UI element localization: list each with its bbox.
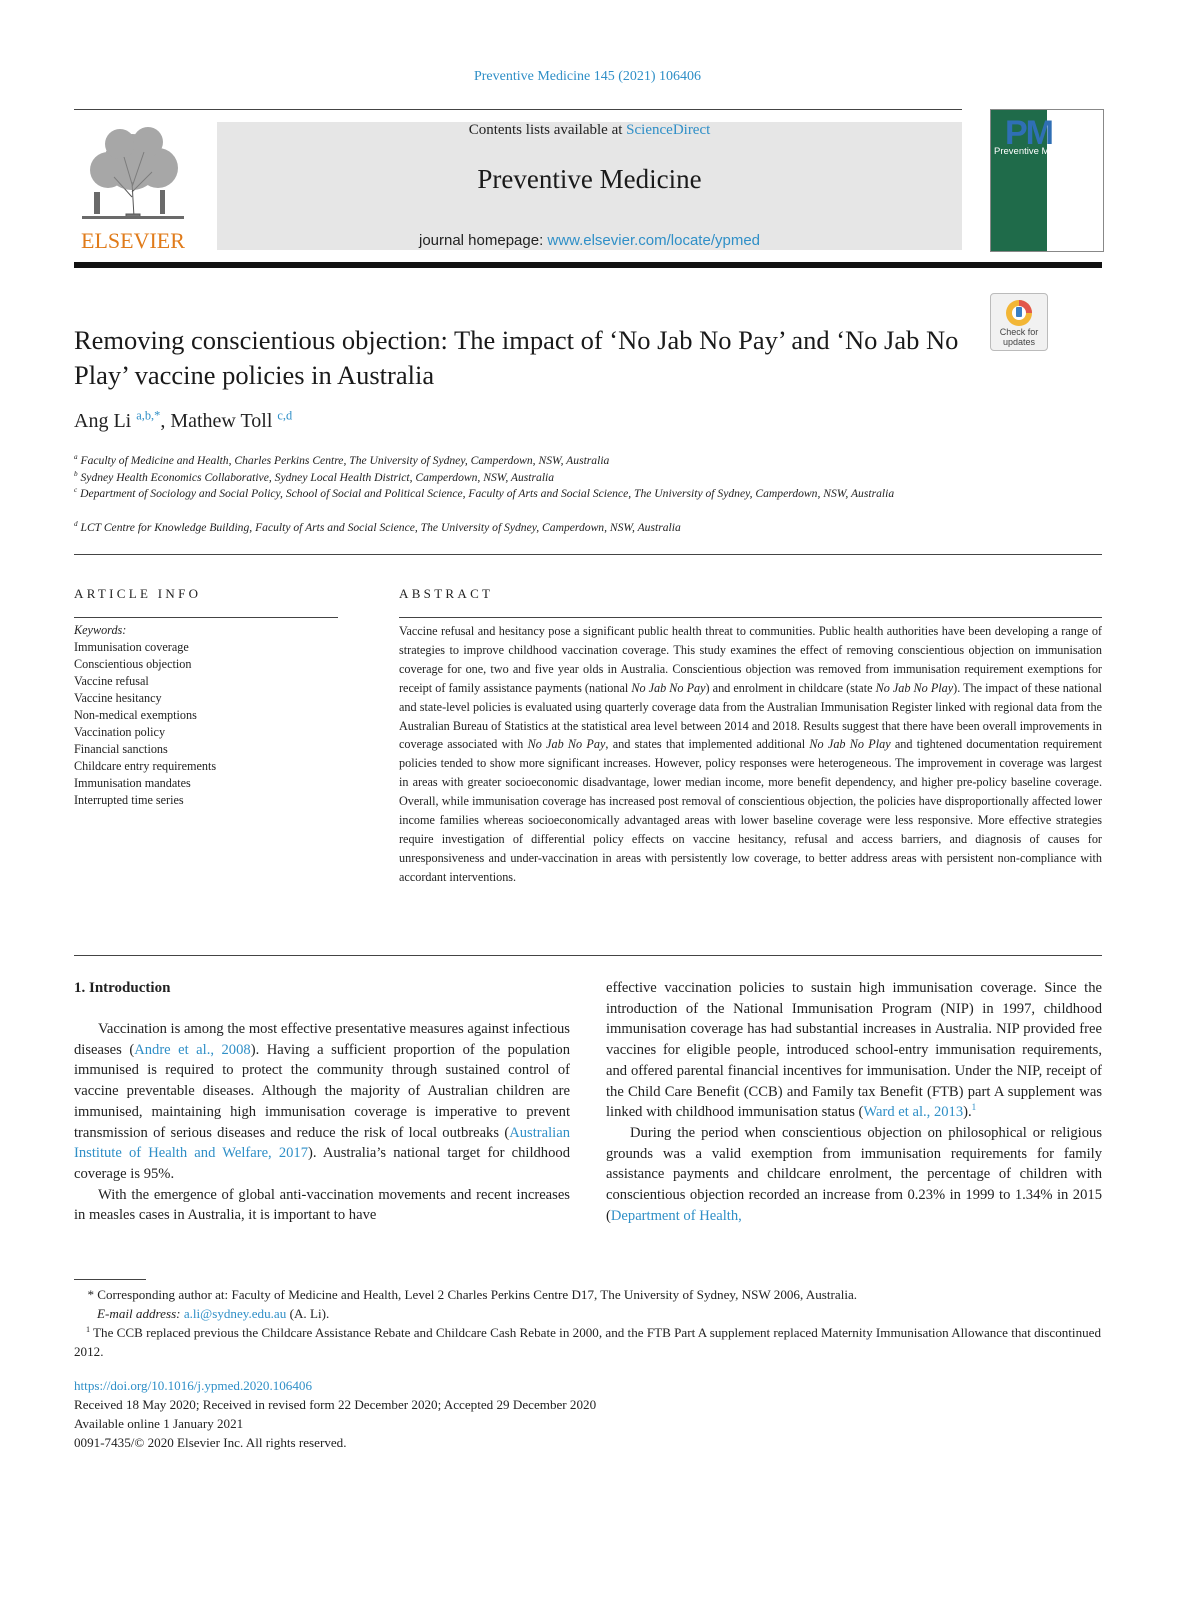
- keyword: Vaccine hesitancy: [74, 691, 162, 705]
- author-separator: ,: [160, 410, 171, 432]
- citation-link[interactable]: Andre et al., 2008: [134, 1041, 251, 1058]
- body-paragraph: [606, 1123, 1102, 1227]
- contents-prefix: Contents lists available at: [468, 122, 627, 138]
- affiliation-mark: d: [74, 520, 78, 529]
- abstract-segment: and tightened documentation requirement policies tended to show more significant increases. However, policy responses were heterogeneous. The improvement in coverage was largest in areas with greater socioeconomic disadvantage, lower median income, more benefit dependency, and higher pre-policy baseline coverage. Overall, while immunisation coverage has increased post removal of conscientious objection, the policies have disproportionally affected lower income families whereas socioeconomically advantaged areas with lower baseline coverage were less responsive. More effective strategies require investigation of differential policy effects on vaccine hesitancy, refusal and access barriers, and diagnosis of causes for unresponsiveness and under-vaccination in areas with persistently low coverage, to better address areas with persistent non-compliance with accordant interventions.: [399, 737, 1102, 884]
- body-paragraph: With the emergence of global anti-vaccination movements and recent increases in measles cases in Australia, it is important to have: [74, 1186, 570, 1224]
- elsevier-tree-icon: [74, 122, 192, 252]
- keyword: Childcare entry requirements: [74, 759, 217, 773]
- body-text: ). Australia’s national target for childhood coverage is 95%.: [74, 1145, 570, 1182]
- affiliation-text: Faculty of Medicine and Health, Charles Perkins Centre, The University of Sydney, Camperdown, NSW, Australia: [80, 454, 610, 467]
- sciencedirect-link[interactable]: ScienceDirect: [626, 122, 711, 138]
- email-link[interactable]: a.li@sydney.edu.au: [183, 1306, 287, 1321]
- affiliation: [74, 453, 974, 470]
- keyword: Financial sanctions: [74, 742, 168, 756]
- keyword: Immunisation coverage: [74, 640, 189, 654]
- affiliation-mark: a: [74, 453, 78, 462]
- body-column-right: [606, 978, 1102, 1226]
- homepage-prefix: journal homepage:: [418, 232, 548, 249]
- homepage-link[interactable]: www.elsevier.com/locate/ypmed: [547, 232, 761, 249]
- available-online: Available online 1 January 2021: [74, 1416, 244, 1431]
- section-heading-introduction: 1. Introduction: [74, 980, 171, 996]
- article-info-heading: ARTICLE INFO: [74, 586, 202, 601]
- copyright: 0091-7435/© 2020 Elsevier Inc. All rights reserved.: [74, 1435, 347, 1450]
- footnote-email: [97, 1304, 1097, 1323]
- abstract-policy-name: No Jab No Pay: [527, 737, 606, 752]
- affiliation-text: LCT Centre for Knowledge Building, Faculty of Arts and Social Science, The University of Sydney, Camperdown, NSW, Australia: [80, 521, 681, 534]
- article-info-rule: [74, 617, 338, 618]
- author-affiliation-marks[interactable]: c,d: [277, 408, 293, 423]
- citation-link[interactable]: Department of Health,: [610, 1207, 742, 1224]
- keyword: Immunisation mandates: [74, 776, 191, 790]
- body-column-left: [74, 1019, 570, 1226]
- publisher-name: ELSEVIER: [81, 228, 185, 252]
- author-name: Mathew Toll: [170, 410, 273, 432]
- abstract-rule: [399, 617, 1102, 618]
- body-text: ).: [963, 1104, 972, 1121]
- abstract-text: [399, 622, 1102, 887]
- footnote-mark: *: [87, 1287, 94, 1302]
- elsevier-logo: [74, 122, 192, 252]
- body-text: During the period when conscientious objection on philosophical or religious grounds was a valid exemption from immunisation requirements for family assistance payments and childcare enrolment, the percentage of children with conscientious objection recorded an increase from 0.23% in 1999 to 1.34% in 2015 (: [606, 1124, 1102, 1224]
- body-text: effective vaccination policies to sustain high immunisation coverage. Since the introduction of the National Immunisation Program (NIP) in 1997, childhood immunisation coverage has had substantial increases in Australia. NIP provided free vaccines for eligible people, introduced school-entry immunisation requirements, and offered parental financial incentives for immunisation. Under the NIP, receipt of the Child Care Benefit (CCB) and Family tax Benefit (FTB) part A supplement was linked with childhood immunisation status (: [606, 980, 1102, 1121]
- received-dates: Received 18 May 2020; Received in revised form 22 December 2020; Accepted 29 December 2020: [74, 1397, 597, 1412]
- top-rule: [74, 109, 962, 110]
- abstract-policy-name: No Jab No Play: [809, 737, 891, 752]
- author-list: [74, 410, 292, 433]
- footnote-corresponding: [74, 1285, 1102, 1304]
- cover-title: Preventive Medicine: [994, 146, 1080, 157]
- journal-homepage: [217, 232, 962, 249]
- footnote-text: Corresponding author at: Faculty of Medicine and Health, Level 2 Charles Perkins Centre D17, The University of Sydney, NSW 2006, Australia.: [97, 1287, 858, 1302]
- keyword: Conscientious objection: [74, 657, 192, 671]
- abstract-segment: ). The impact of these national and state-level policies is evaluated using quarterly coverage data from the Australian Immunisation Register linked with regional data from the Australian Bureau of Statistics at the statistical area level between 2014 and 2018. Results suggest that there have been overall improvements in coverage associated with: [399, 680, 1102, 752]
- abstract-policy-name: No Jab No Pay: [631, 680, 706, 695]
- article-title: Removing conscientious objection: The impact of ‘No Jab No Pay’ and ‘No Jab No Play’ vaccine policies in Australia: [74, 325, 959, 390]
- affiliation-mark: c: [74, 486, 78, 495]
- keyword: Non-medical exemptions: [74, 708, 197, 722]
- affiliation-text: Sydney Health Economics Collaborative, Sydney Local Health District, Camperdown, NSW, Australia: [80, 471, 555, 484]
- contents-line: [217, 122, 962, 139]
- check-for-updates-button[interactable]: [990, 293, 1048, 351]
- keyword: Vaccination policy: [74, 725, 166, 739]
- footnote-text: The CCB replaced previous the Childcare Assistance Rebate and Childcare Cash Rebate in 2000, and the FTB Part A supplement replaced Maternity Immunisation Allowance that discontinued 2012.: [74, 1325, 1102, 1359]
- cover-letters: PM: [1005, 114, 1052, 152]
- journal-name: Preventive Medicine: [477, 164, 702, 194]
- affiliation-mark: b: [74, 470, 78, 479]
- body-paragraph: [74, 1019, 570, 1185]
- journal-reference[interactable]: Preventive Medicine 145 (2021) 106406: [473, 69, 702, 84]
- footnote-rule: [74, 1279, 146, 1280]
- body-text: Vaccination is among the most effective presentative measures against infectious diseases (: [74, 1021, 570, 1058]
- author-name: Ang Li: [74, 410, 132, 432]
- body-paragraph: [606, 978, 1102, 1123]
- header-thick-rule: [74, 262, 1102, 268]
- abstract-heading: ABSTRACT: [399, 586, 494, 601]
- affiliation: [74, 520, 974, 537]
- footnote-ref[interactable]: 1: [971, 1102, 977, 1113]
- affiliation-rule: [74, 554, 1102, 555]
- email-suffix: (A. Li).: [289, 1306, 330, 1321]
- abstract-segment: , and states that implemented additional: [605, 737, 810, 752]
- doi-link[interactable]: https://doi.org/10.1016/j.ypmed.2020.106406: [74, 1378, 312, 1393]
- keywords-list: [74, 622, 338, 809]
- keyword: Vaccine refusal: [74, 674, 149, 688]
- keyword: Interrupted time series: [74, 793, 184, 807]
- body-text: ). Having a sufficient proportion of the population immunised is required to protect the community through sustained control of vaccine preventable diseases. Although the majority of Australian children are immunised, maintaining high immunisation coverage is imperative to prevent transmission of serious diseases and reduce the risk of local outbreaks (: [74, 1041, 570, 1141]
- author-affiliation-marks[interactable]: a,b,*: [136, 408, 161, 423]
- abstract-segment: Vaccine refusal and hesitancy pose a significant public health threat to communities. Public health authorities have been developing a range of strategies to improve childhood vaccination coverage. This study examines the effect of removing conscientious objection on immunisation coverage for one, two and five year olds in Australia. Conscientious objection was removed from immunisation requirement exemptions for receipt of family assistance payments (national: [399, 624, 1102, 695]
- citation-link[interactable]: Ward et al., 2013: [863, 1104, 964, 1121]
- email-label: E-mail address:: [97, 1306, 181, 1321]
- keywords-label: Keywords:: [74, 623, 127, 637]
- publication-info: [74, 1376, 596, 1452]
- affiliation-text: Department of Sociology and Social Policy, School of Social and Political Science, Faculty of Arts and Social Science, The University of Sydney, Camperdown, NSW, Australia: [80, 487, 895, 500]
- affiliation: [74, 470, 974, 487]
- abstract-segment: ) and enrolment in childcare (state: [705, 680, 876, 695]
- affiliation: [74, 486, 974, 503]
- journal-cover[interactable]: [990, 109, 1104, 252]
- citation-link[interactable]: Australian Institute of Health and Welfare, 2017: [74, 1124, 570, 1162]
- footnote-1: $^1$ The CCB replaced previous the Childcare Assistance Rebate and Childcare Cash Rebate in 2000, and the FTB Part A supplement replaced Maternity Immunisation Allowance that discontinued 2012.: [74, 1324, 1102, 1359]
- abstract-policy-name: No Jab No Play: [875, 680, 954, 695]
- crossmark-label: Check for updates: [999, 327, 1039, 347]
- abstract-bottom-rule: [74, 955, 1102, 956]
